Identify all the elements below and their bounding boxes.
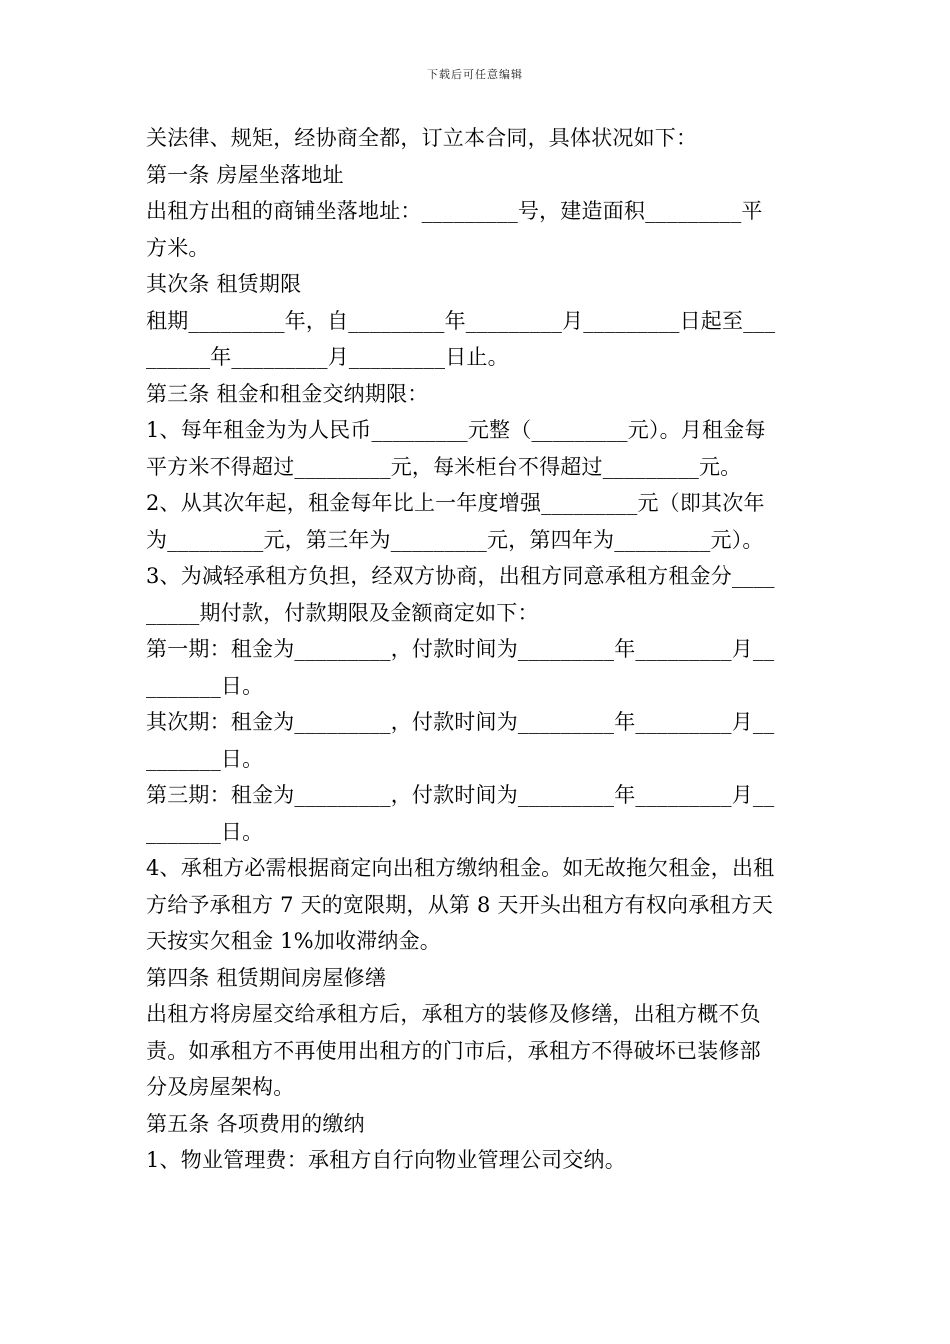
text-line: 4、承租方必需根据商定向出租方缴纳租金。如无故拖欠租金，出租 [146,856,775,880]
text-line: 平方米不得超过_________元，每米柜台不得超过_________元。 [146,454,742,479]
text-line: 关法律、规矩，经协商全都，订立本合同，具体状况如下： [146,126,698,150]
text-line: 3、为减轻承租方负担，经双方协商，出租方同意承租方租金分____ [146,564,775,588]
text-line: 第三期：租金为_________，付款时间为_________年_________月__ [146,783,775,807]
text-line: 分及房屋架构。 [146,1075,295,1099]
section-heading: 其次条 租赁期限 [146,272,302,296]
text-line: 1、物业管理费：承租方自行向物业管理公司交纳。 [146,1148,626,1172]
text-line: 2、从其次年起，租金每年比上一年度增强_________元（即其次年 [146,491,765,515]
text-line: _____期付款，付款期限及金额商定如下： [146,600,539,625]
text-line: 其次期：租金为_________，付款时间为_________年_________月__ [146,710,775,734]
text-line: _______日。 [146,673,264,698]
section-heading: 第一条 房屋坐落地址 [146,162,344,187]
section-heading: 第四条 租赁期间房屋修缮 [146,965,387,990]
section-heading: 第三条 租金和租金交纳期限： [146,381,429,406]
section-heading: 第五条 各项费用的缴纳 [146,1111,365,1136]
page-header: 下载后可任意编辑 [427,68,523,81]
text-line: 1、每年租金为为人民币_________元整（_________元）。月租金每 [146,418,766,442]
document-body [146,120,808,1179]
text-line: ______年_________月_________日止。 [146,345,509,369]
text-line: 方米。 [146,235,210,260]
text-line: _______日。 [146,819,264,844]
text-line: 为_________元，第三年为_________元，第四年为_________元）。 [146,527,764,552]
text-line: 责。如承租方不再使用出租方的门市后，承租方不得破坏已装修部 [146,1038,761,1063]
text-line: 第一期：租金为_________，付款时间为_________年_________月__ [146,637,775,661]
text-line: _______日。 [146,746,264,771]
text-line: 天按实欠租金 1%加收滞纳金。 [146,929,441,953]
text-line: 出租方将房屋交给承租方后，承租方的装修及修缮，出租方概不负 [146,1002,761,1026]
text-line: 方给予承租方 7 天的宽限期，从第 8 天开头出租方有权向承租方天 [146,892,774,917]
text-line: 租期_________年，自_________年_________月_________日起至___ [146,308,776,333]
text-line: 出租方出租的商铺坐落地址：_________号，建造面积_________平 [146,199,763,223]
